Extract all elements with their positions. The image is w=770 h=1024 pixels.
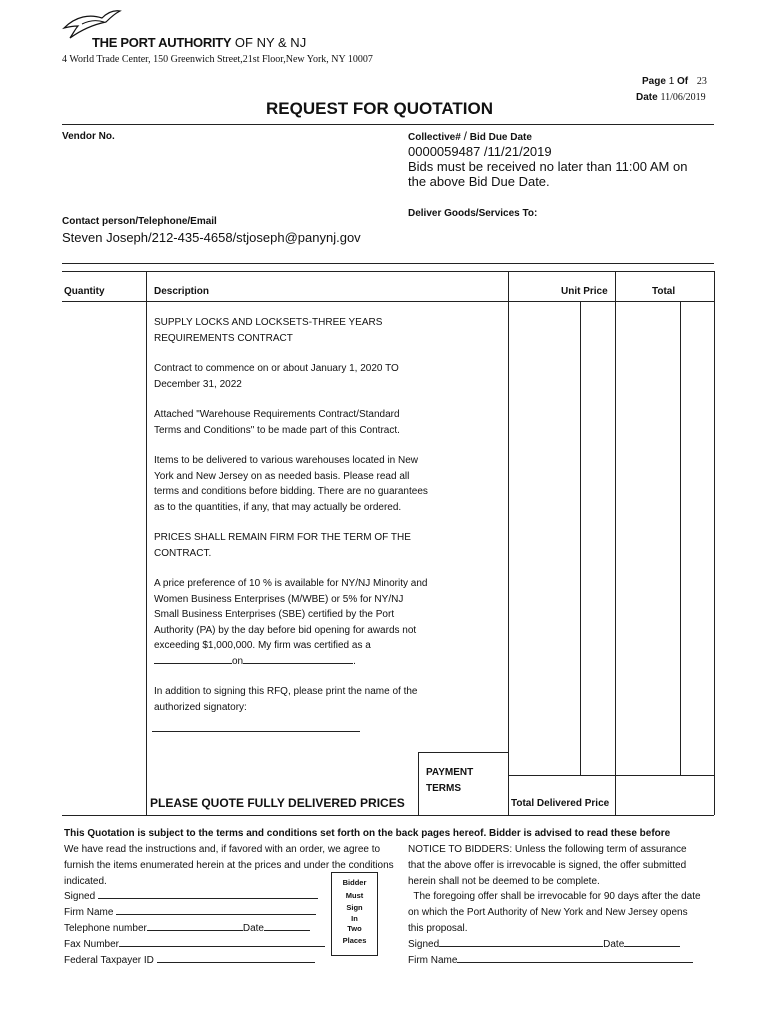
desc-paragraph: A price preference of 10 % is available for NY/NJ Minority and Women Business Enterprises (M/WBE) or 5% for NY/NJ Small Business Enterprises (SBE) certified by the Port Authority (PA) by the day before bid opening for awards not exceeding $1,000,000. My firm was certified as a on . <box>154 578 428 667</box>
date-field[interactable] <box>264 921 310 931</box>
bidder-agreement: We have read the instructions and, if favored with an order, we agree to furnish the items enumerated herein at the prices and under the conditions indicated. Signed Firm Name Telephone number Date Fax Number Federal Taxpayer ID <box>64 842 394 968</box>
date-value: 11/06/2019 <box>660 92 706 103</box>
telephone-field[interactable] <box>147 921 243 931</box>
terms-subject-note: This Quotation is subject to the terms and conditions set forth on the back pages hereof. Bidder is advised to read these before <box>64 828 671 839</box>
page-number: 1 <box>668 76 675 87</box>
col-description: Description <box>154 286 210 297</box>
contact-value: Steven Joseph/212-435-4658/stjoseph@panynj.gov <box>62 230 361 245</box>
bidder-must-sign-box: Bidder Must Sign In Two Places <box>331 872 378 956</box>
desc-paragraph: Attached "Warehouse Requirements Contract/Standard Terms and Conditions" to be made part of this Contract. <box>154 409 400 436</box>
fax-row: Fax Number <box>64 937 394 953</box>
bid-value: 0000059487 /11/21/2019 <box>408 144 552 159</box>
signed-row: Signed <box>64 889 394 905</box>
signed2-field[interactable] <box>439 937 603 947</box>
signed-field[interactable] <box>98 889 318 899</box>
payment-terms-label-2: TERMS <box>426 783 461 794</box>
col-total: Total <box>652 286 676 297</box>
telephone-row: Telephone number Date <box>64 921 394 937</box>
certified-date-field[interactable] <box>154 654 232 664</box>
date2-field[interactable] <box>624 937 680 947</box>
address: 4 World Trade Center, 150 Greenwich Street,21st Floor,New York, NY 10007 <box>62 54 373 65</box>
slash: / <box>463 129 467 143</box>
firm-name2-row: Firm Name <box>408 953 701 969</box>
page-indicator <box>642 76 707 87</box>
bid-due-label: Bid Due Date <box>469 132 532 143</box>
contact-label: Contact person/Telephone/Email <box>62 216 217 227</box>
deliver-label: Deliver Goods/Services To: <box>408 208 538 219</box>
signatory-name-field[interactable] <box>152 731 360 732</box>
please-quote-note: PLEASE QUOTE FULLY DELIVERED PRICES <box>150 796 405 810</box>
desc-paragraph: In addition to signing this RFQ, please print the name of the authorized signatory: <box>154 686 418 713</box>
date-label: Date <box>636 92 658 103</box>
vendor-label: Vendor No. <box>62 131 115 142</box>
bid-header <box>408 129 532 143</box>
date-indicator <box>636 92 706 103</box>
desc-paragraph: PRICES SHALL REMAIN FIRM FOR THE TERM OF THE CONTRACT. <box>154 532 411 559</box>
page-total: 23 <box>696 76 707 87</box>
org-name-bold: THE PORT AUTHORITY <box>92 35 232 50</box>
firm-name-field[interactable] <box>116 905 316 915</box>
fax-field[interactable] <box>119 937 325 947</box>
col-unit-price: Unit Price <box>561 286 608 297</box>
total-delivered-label: Total Delivered Price <box>511 798 610 809</box>
page-title: REQUEST FOR QUOTATION <box>266 99 493 118</box>
desc-paragraph: Contract to commence on or about January 1, 2020 TO December 31, 2022 <box>154 363 399 390</box>
of-label: Of <box>677 76 689 87</box>
col-quantity: Quantity <box>64 286 105 297</box>
taxpayer-field[interactable] <box>157 953 315 963</box>
bid-note-1: Bids must be received no later than 11:00 AM on <box>408 159 688 174</box>
desc-paragraph: Items to be delivered to various warehouses located in New York and New Jersey on as needed basis. Please read all terms and conditions before bidding. There are no guarantees as to the quantities, if any, that may actually be ordered. <box>154 455 428 513</box>
payment-terms-label-1: PAYMENT <box>426 767 474 778</box>
certified-by-field[interactable] <box>243 654 353 664</box>
firm-name-row: Firm Name <box>64 905 394 921</box>
desc-paragraph: SUPPLY LOCKS AND LOCKSETS-THREE YEARS REQUIREMENTS CONTRACT <box>154 317 383 344</box>
description-body <box>154 315 454 730</box>
page-label: Page <box>642 76 666 87</box>
org-name-rest: OF NY & NJ <box>234 35 307 50</box>
signed2-row: Signed Date <box>408 937 701 953</box>
port-authority-logo <box>62 8 382 54</box>
collective-label: Collective# <box>408 132 461 143</box>
notice-to-bidders: NOTICE TO BIDDERS: Unless the following term of assurance that the above offer is irrevocable is signed, the offer submitted herein shall not be deemed to be complete. The foregoing offer shall be irrevocable for 90 days after the date on which the Port Authority of New York and New Jersey opens this proposal. Signed Date Firm Name <box>408 842 701 968</box>
taxpayer-row: Federal Taxpayer ID <box>64 953 394 969</box>
firm-name2-field[interactable] <box>457 953 693 963</box>
bid-note-2: the above Bid Due Date. <box>408 174 550 189</box>
